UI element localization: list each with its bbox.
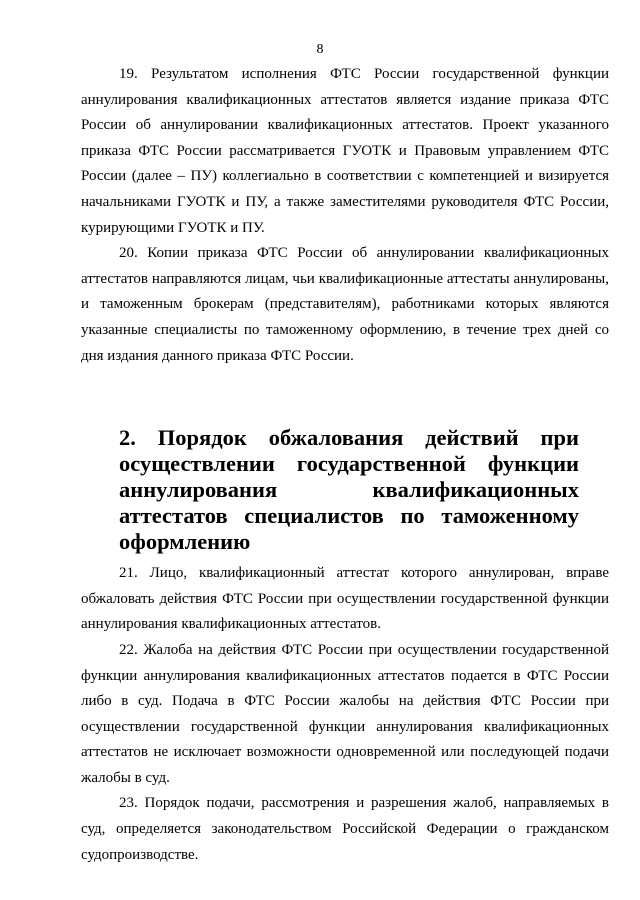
page-content — [81, 62, 609, 868]
paragraph-19: 19. Результатом исполнения ФТС России государственной функции аннулирования квалификационных аттестатов является издание приказа ФТС России об аннулировании квалификационных аттестатов. Проект указанного приказа ФТС России рассматривается ГУОТК и Правовым управлением ФТС России (далее – ПУ) коллегиально в соответствии с компетенцией и визируется начальниками ГУОТК и ПУ, а также заместителями руководителя ФТС России, курирующими ГУОТК и ПУ. — [81, 66, 609, 236]
paragraph-21: 21. Лицо, квалификационный аттестат которого аннулирован, вправе обжаловать действия ФТС России при осуществлении государственной функции аннулирования квалификационных аттестатов. — [81, 565, 609, 633]
paragraph-22: 22. Жалоба на действия ФТС России при осуществлении государственной функции аннулирования квалификационных аттестатов подается в ФТС России либо в суд. Подача в ФТС России жалобы на действия ФТС России при осуществлении государственной функции аннулирования квалификационных аттестатов не исключает возможности одновременной или последующей подачи жалобы в суд. — [81, 641, 609, 786]
paragraph-23: 23. Порядок подачи, рассмотрения и разрешения жалоб, направляемых в суд, определяется законодательством Российской Федерации о гражданском судопроизводстве. — [81, 795, 609, 863]
page-number: 8 — [316, 42, 324, 57]
paragraph-20: 20. Копии приказа ФТС России об аннулировании квалификационных аттестатов направляются лицам, чьи квалификационные аттестаты аннулированы, и таможенным брокерам (представителям), работниками которых являются указанные специалисты по таможенному оформлению, в течение трех дней со дня издания данного приказа ФТС России. — [81, 245, 609, 364]
section-heading: 2. Порядок обжалования действий при осуществлении государственной функции аннулирования квалификационных аттестатов специалистов по таможенному оформлению — [119, 425, 579, 555]
